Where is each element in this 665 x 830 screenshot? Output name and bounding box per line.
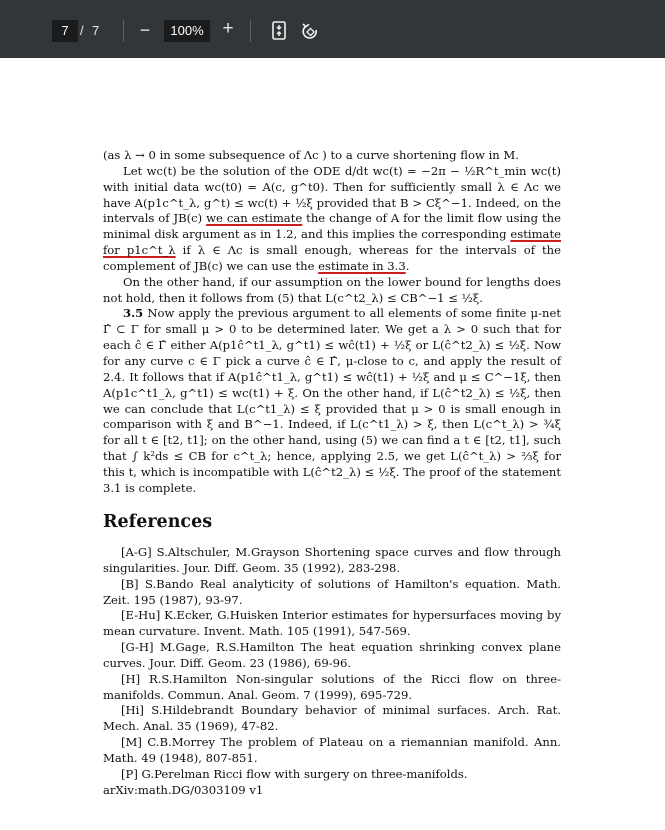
- page-separator: /: [80, 23, 84, 38]
- reference-item: [B] S.Bando Real analyticity of solutions of Hamilton's equation. Math. Zeit. 195 (1987), 93-97.: [103, 576, 561, 607]
- total-pages: 7: [92, 23, 100, 38]
- toolbar-divider: [123, 20, 124, 42]
- document-page-text: [103, 148, 561, 497]
- text-segment: .: [405, 258, 410, 273]
- reference-item: [H] R.S.Hamilton Non-singular solutions of the Ricci flow on three-manifolds. Commun. Anal. Geom. 7 (1999), 695-729.: [103, 671, 561, 702]
- paragraph-lower-bound: On the other hand, if our assumption on the lower bound for lengths does not hold, then it follows from (5) that L(c^t2_λ) ≤ CB^−1 ≤ ½ξ.: [103, 274, 561, 305]
- highlighted-phrase-estimate-for: estimate for p1c^t_λ: [103, 227, 561, 258]
- pdf-toolbar: [0, 0, 665, 58]
- highlighted-phrase-estimate-in-3-3: estimate in 3.3: [318, 258, 406, 273]
- references-heading: References: [103, 512, 213, 532]
- paragraph-curve-flow: (as λ → 0 in some subsequence of Λc ) to a curve shortening flow in M.: [103, 148, 519, 162]
- fit-page-button[interactable]: [269, 20, 289, 42]
- zoom-in-button[interactable]: +: [222, 18, 234, 39]
- references-list: [103, 545, 561, 799]
- fit-page-icon: [269, 20, 289, 42]
- zoom-level-input[interactable]: 100%: [164, 20, 210, 42]
- reference-item: [E-Hu] K.Ecker, G.Huisken Interior estimates for hypersurfaces moving by mean curvature. Invent. Math. 105 (1991), 547-569.: [103, 608, 561, 639]
- text-segment: Now apply the previous argument to all elements of some finite μ-net Γ̂ ⊂ Γ for small μ > 0 to be determined later. We get a λ > 0 such that for each ĉ ∈ Γ̂ either A(p1ĉ^t1_λ, g^t1) ≤ wĉ(t1) + ½ξ or L(ĉ^t2_λ) ≤ ½ξ. Now for any curve c ∈ Γ pick a curve ĉ ∈ Γ̂, μ-close to c, and apply the result of 2.4. It follows that if A(p1ĉ^t1_λ, g^t1) ≤ wĉ(t1) + ½ξ and μ ≤ C^−1ξ, then A(p1c^t1_λ, g^t1) ≤ wc(t1) + ξ. On the other hand, if L(ĉ^t2_λ) ≤ ½ξ, then we can conclude that L(c^t1_λ) ≤ ξ provided that μ > 0 is small enough in comparison with ξ and B^−1. Indeed, if L(c^t1_λ) > ξ, then L(c^t_λ) > ¾ξ for all t ∈ [t2, t1]; on the other hand, using (5) we can find a t ∈ [t2, t1], such that ∫ k²ds ≤ CB for c^t_λ; hence, applying 2.5, we get L(ĉ^t_λ) > ⅔ξ for this t, which is incompatible with L(ĉ^t2_λ) ≤ ½ξ. The proof of the statement 3.1 is complete.: [103, 306, 561, 495]
- highlighted-phrase-we-can-estimate: we can estimate: [206, 211, 303, 226]
- current-page-input[interactable]: 7: [52, 20, 78, 42]
- reference-item: [Hi] S.Hildebrandt Boundary behavior of minimal surfaces. Arch. Rat. Mech. Anal. 35 (1969), 47-82.: [103, 703, 561, 734]
- paragraph-ode-estimate: [103, 164, 561, 275]
- reference-item: [A-G] S.Altschuler, M.Grayson Shortening space curves and flow through singularities. Jour. Diff. Geom. 35 (1992), 283-298.: [103, 545, 561, 575]
- toolbar-divider: [250, 20, 251, 42]
- text-segment: Let wc(t) be the solution of the ODE d/dt wc(t) = −2π − ½R^t_min wc(t) with initial data wc(t0) = A(c, g^t0). Then for sufficiently small λ ∈ Λc we have A(p1c^t_λ, g^t) ≤ wc(t) + ½ξ provided that B > Cξ^−1. Indeed, on the intervals of JB(c): [103, 163, 561, 226]
- section-number: 3.5: [123, 306, 144, 321]
- zoom-out-button[interactable]: −: [139, 20, 151, 40]
- rotate-button[interactable]: [299, 20, 321, 42]
- rotate-icon: [299, 20, 321, 42]
- reference-item: [M] C.B.Morrey The problem of Plateau on a riemannian manifold. Ann. Math. 49 (1948), 807-851.: [103, 735, 561, 765]
- text-segment: if λ ∈ Λc is small enough, whereas for the intervals of the complement of JB(c) we can use the: [103, 243, 561, 273]
- text-segment: the change of A for the limit flow using the minimal disk argument as in 1.2, and this implies the corresponding: [103, 211, 561, 242]
- reference-item: [G-H] M.Gage, R.S.Hamilton The heat equation shrinking convex plane curves. Jour. Diff. Geom. 23 (1986), 69-96.: [103, 640, 561, 670]
- paragraph-3-5: [103, 306, 561, 496]
- reference-item: [P] G.Perelman Ricci flow with surgery on three-manifolds. arXiv:math.DG/0303109 v1: [103, 766, 468, 797]
